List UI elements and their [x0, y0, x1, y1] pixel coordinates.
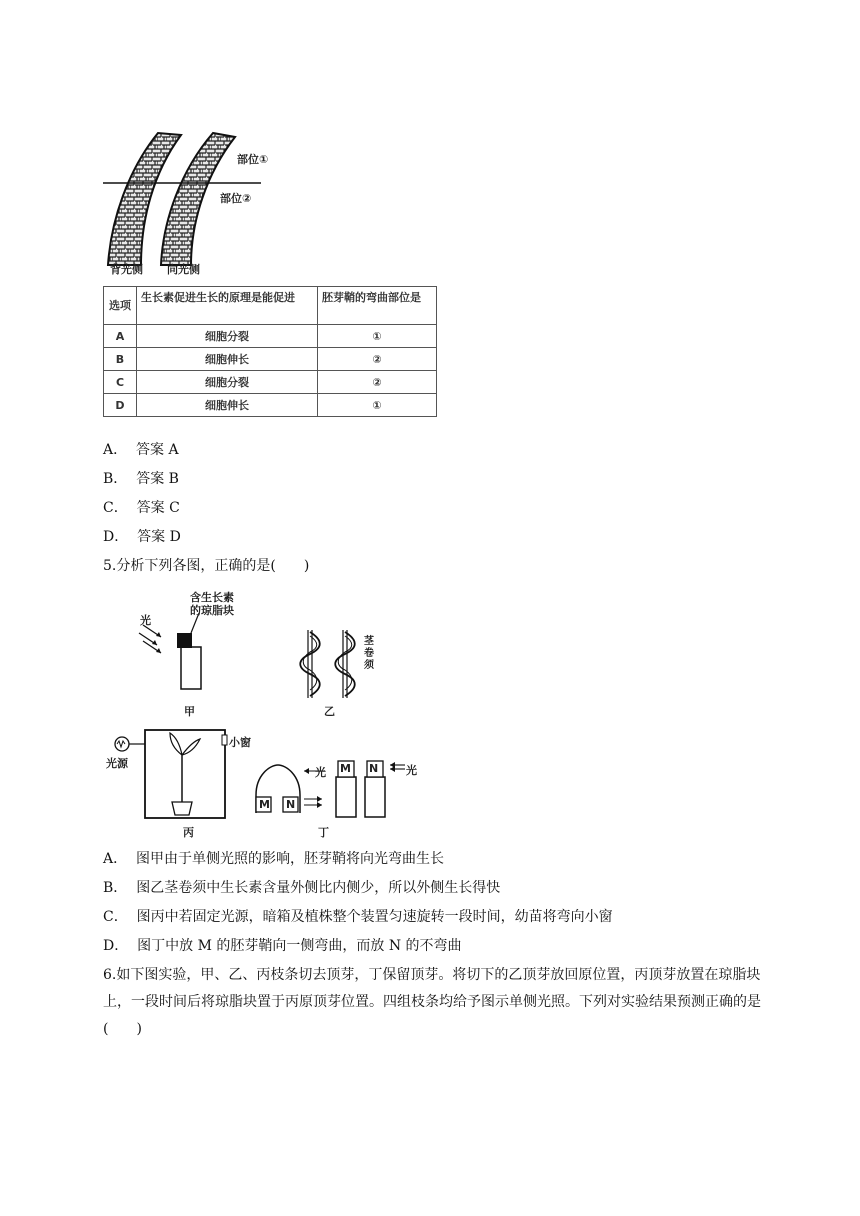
table-cell: C [104, 371, 137, 394]
table-cell: 细胞分裂 [137, 325, 318, 348]
table-cell: 细胞伸长 [137, 348, 318, 371]
q5-option-b [103, 878, 500, 898]
q5-option-c [103, 907, 613, 927]
label-part1: 部位① [237, 153, 269, 166]
option-letter: B． [103, 471, 128, 487]
q5-option-a [103, 849, 444, 869]
table-row [104, 394, 437, 417]
figure-ding [250, 755, 420, 825]
header-cell: 选项 [104, 287, 137, 325]
option-text: 答案 A [136, 442, 179, 458]
label-n-left: N [286, 798, 296, 811]
label-light-ding-right: 光 [406, 764, 417, 777]
table-header-row [104, 287, 437, 325]
option-letter: A． [103, 442, 128, 458]
table-row [104, 348, 437, 371]
caption-bing: 丙 [183, 826, 194, 839]
q4-option-a [103, 440, 179, 460]
option-letter: A． [103, 851, 128, 867]
caption-jia: 甲 [184, 705, 195, 718]
table-cell: B [104, 348, 137, 371]
table-cell: ① [318, 325, 437, 348]
q5-option-d [103, 936, 462, 956]
label-n-right: N [369, 762, 379, 775]
table-cell: A [104, 325, 137, 348]
option-text: 图丁中放 M 的胚芽鞘向一侧弯曲，而放 N 的不弯曲 [137, 938, 462, 954]
option-text: 答案 B [136, 471, 179, 487]
table-cell: D [104, 394, 137, 417]
q6-stem: 6.如下图实验，甲、乙、丙枝条切去顶芽，丁保留顶芽。将切下的乙顶芽放回原位置，丙顶芽放置在琼脂块上，一段时间后将琼脂块置于丙原顶芽位置。四组枝条均给予图示单侧光照。下列对实验结果预测正确的是( ) [103, 967, 761, 1037]
label-part2: 部位② [220, 192, 252, 205]
label-agar-2: 的琼脂块 [190, 604, 234, 617]
label-small-window: 小窗 [229, 736, 251, 749]
label-light-side: 向光侧 [167, 263, 200, 276]
caption-ding: 丁 [318, 826, 329, 839]
label-light-jia: 光 [140, 614, 151, 627]
label-m-right: M [340, 762, 351, 775]
option-text: 图丙中若固定光源，暗箱及植株整个装置匀速旋转一段时间，幼苗将弯向小窗 [136, 909, 613, 925]
caption-yi: 乙 [324, 705, 335, 718]
table-cell: ② [318, 348, 437, 371]
option-text: 图乙茎卷须中生长素含量外侧比内侧少，所以外侧生长得快 [136, 880, 501, 896]
option-letter: C． [103, 909, 128, 925]
table-cell: ② [318, 371, 437, 394]
table-cell: 细胞伸长 [137, 394, 318, 417]
table-row [104, 371, 437, 394]
table-cell: 细胞分裂 [137, 371, 318, 394]
options-table [103, 286, 437, 417]
option-text: 图甲由于单侧光照的影响，胚芽鞘将向光弯曲生长 [136, 851, 445, 867]
q4-option-b [103, 469, 179, 489]
header-cell: 生长素促进生长的原理是能促进 [137, 287, 318, 325]
label-tendril: 茎卷须 [364, 636, 374, 671]
header-cell: 胚芽鞘的弯曲部位是 [318, 287, 437, 325]
option-text: 答案 D [137, 529, 181, 545]
label-back-light-side: 背光侧 [110, 263, 143, 276]
label-light-source: 光源 [106, 757, 128, 770]
option-letter: D． [103, 529, 129, 545]
option-letter: B． [103, 880, 128, 896]
q4-option-d [103, 527, 181, 547]
option-letter: C． [103, 500, 128, 516]
figure-bing [108, 727, 248, 822]
table-cell: ① [318, 394, 437, 417]
label-m-left: M [259, 798, 270, 811]
label-light-ding-left: 光 [315, 766, 326, 779]
q4-option-c [103, 498, 180, 518]
option-letter: D． [103, 938, 129, 954]
table-row [104, 325, 437, 348]
option-text: 答案 C [136, 500, 180, 516]
q5-stem: 5.分析下列各图，正确的是( ) [103, 558, 310, 574]
label-agar-1: 含生长素 [190, 591, 234, 604]
